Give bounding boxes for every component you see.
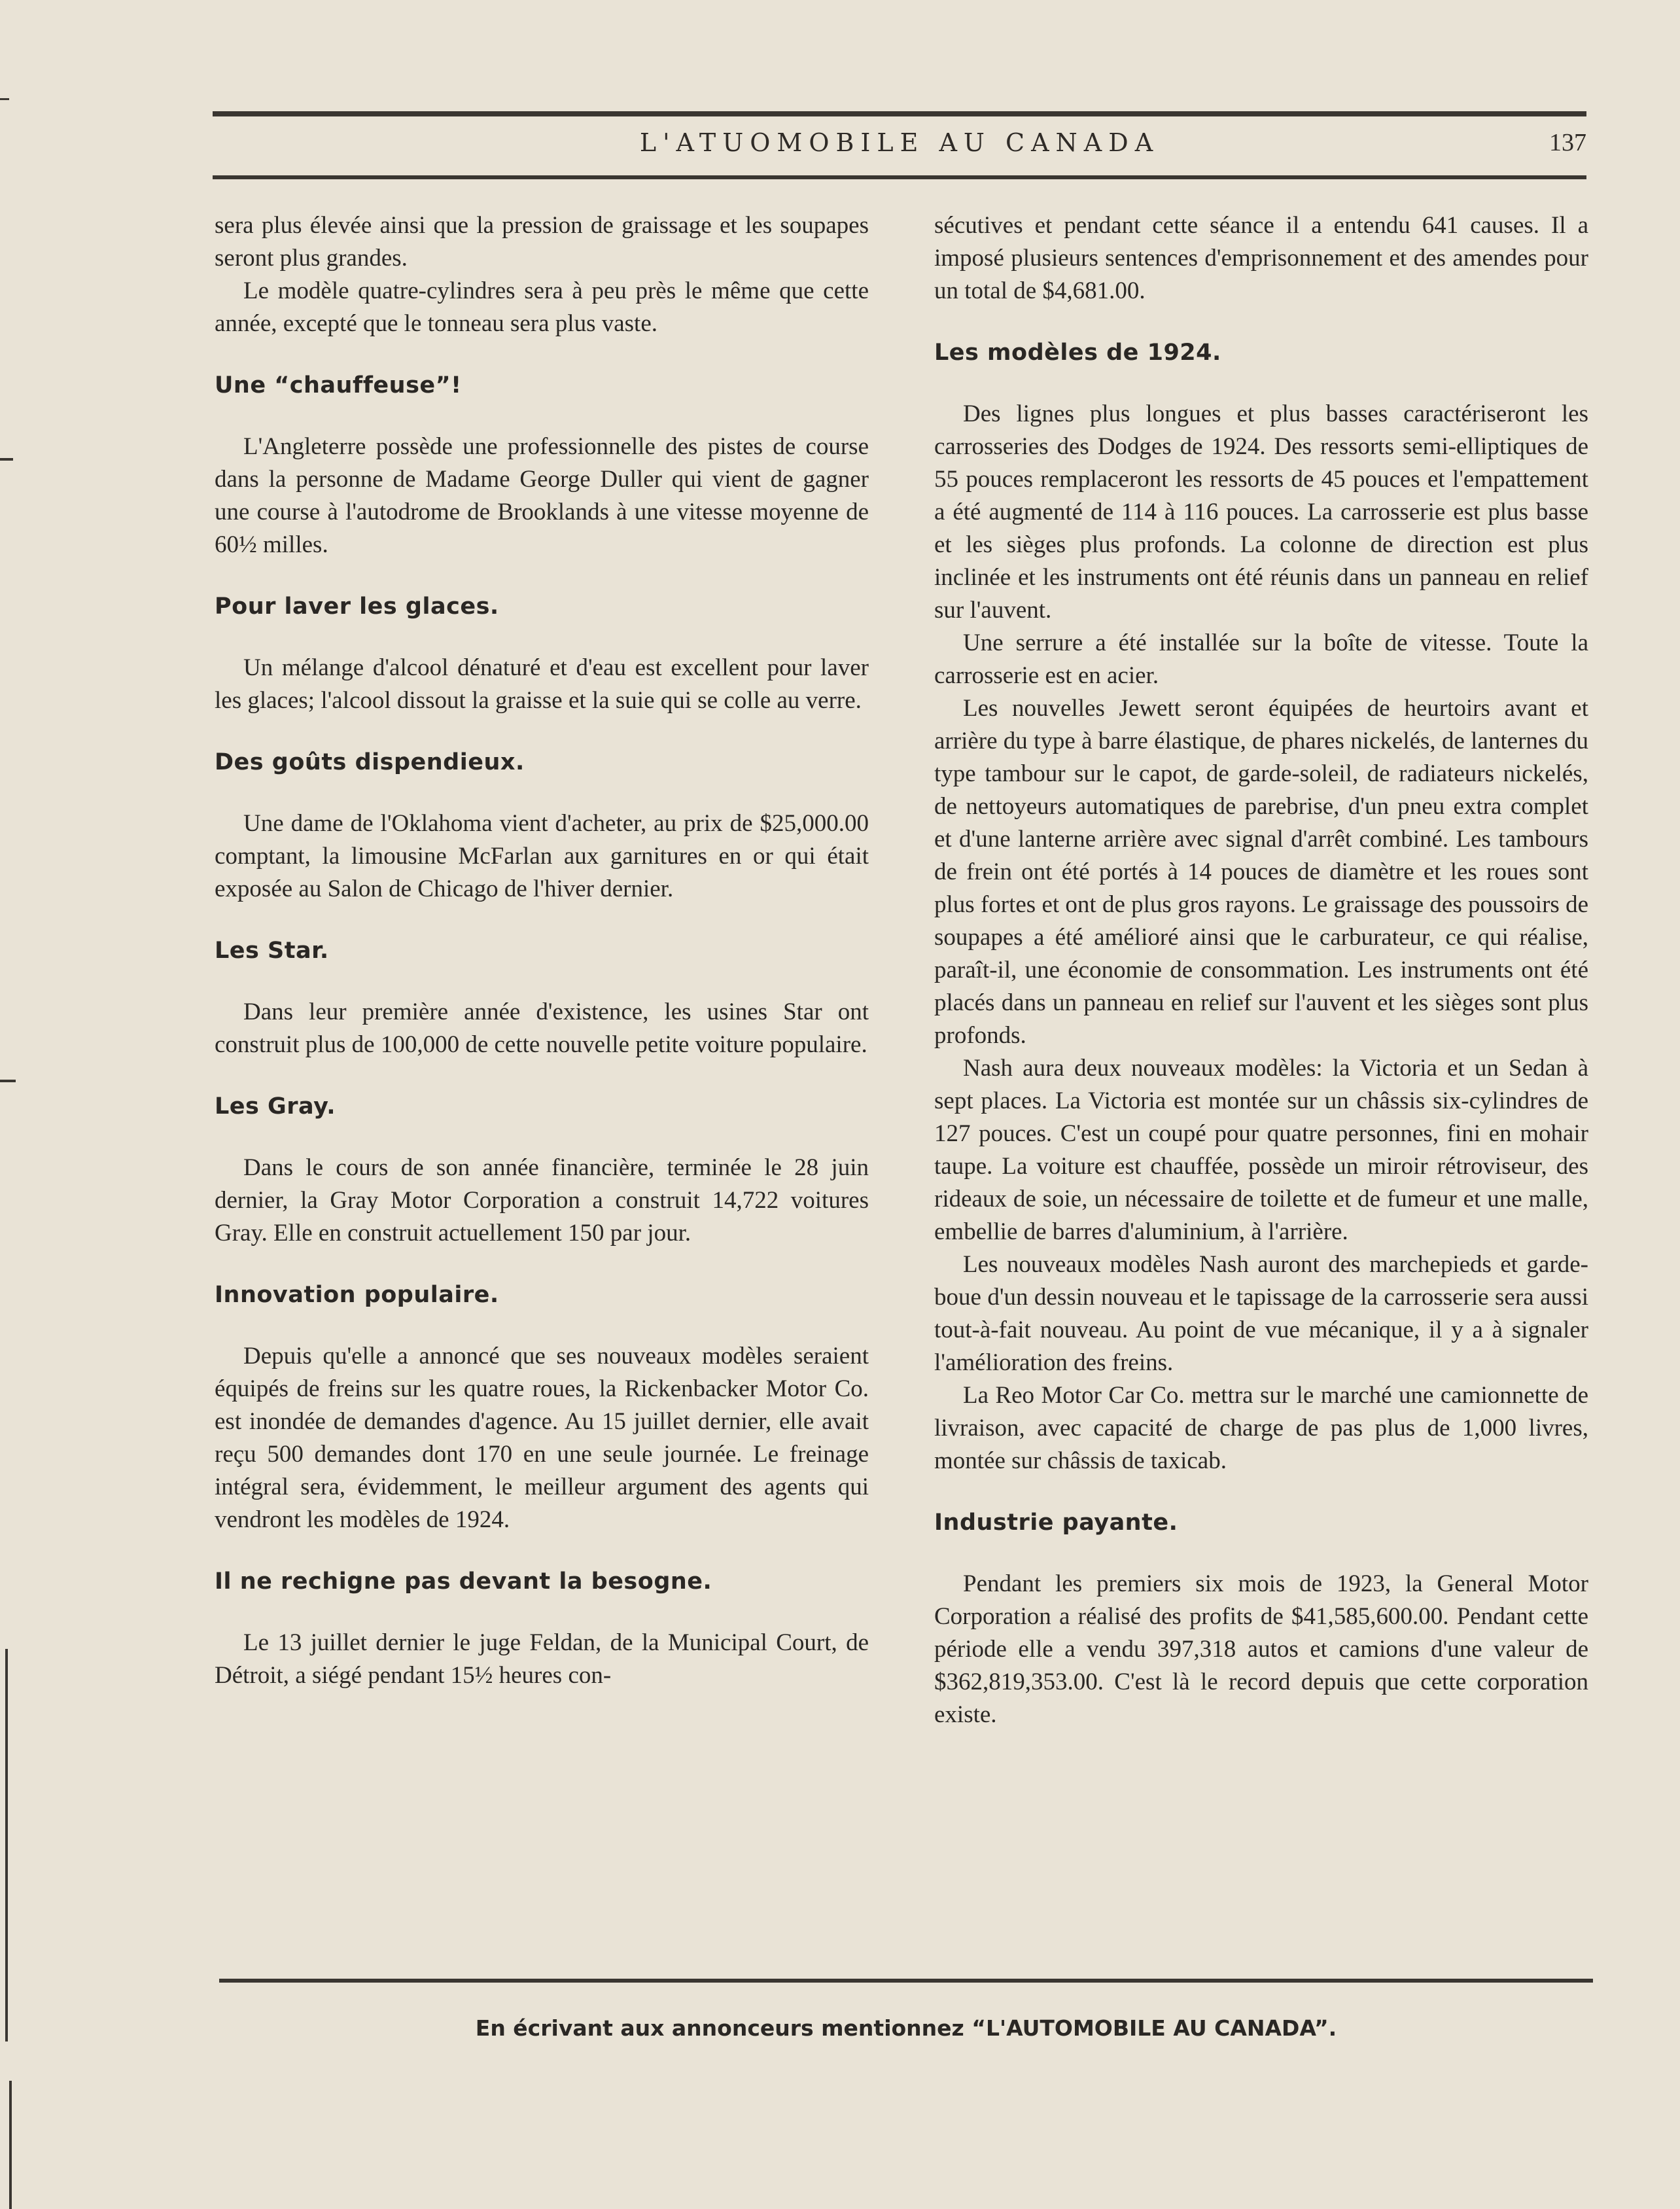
paragraph: Le modèle quatre-cylindres sera à peu près le même que cette année, excepté que le tonneau sera plus vaste. — [215, 277, 869, 337]
paragraph: Une serrure a été installée sur la boîte de vitesse. Toute la carrosserie est en acier. — [934, 629, 1588, 689]
paragraph: Les nouvelles Jewett seront équipées de heurtoirs avant et arrière du type à barre élastique, de phares nickelés, de lanternes du type tambour sur le capot, de garde-soleil, de radiateurs nickelés, de nettoyeurs automatiques de parebrise, d'un pneu extra complet et d'une lanterne arrière avec signal d'arrêt combiné. Les tambours de frein ont été portés à 14 pouces de diamètre et les roues sont plus fortes et ont de plus gros rayons. Le graissage des poussoirs de soupapes a été amélioré ainsi que le carburateur, ce qui réalise, paraît-il, une économie de consommation. Les instruments ont été placés dans un panneau en relief sur l'auvent et les sièges sont plus profonds. — [934, 695, 1588, 1049]
paragraph: Un mélange d'alcool dénaturé et d'eau est excellent pour laver les glaces; l'alcool dissout la graisse et la suie qui se colle au verre. — [215, 654, 869, 714]
paragraph: Des lignes plus longues et plus basses caractériseront les carrosseries des Dodges de 1924. Des ressorts semi-elliptiques de 55 pouces remplaceront les ressorts de 45 pouces et l'empattement a été augmenté de 114 à 116 pouces. La carrosserie est plus basse et les sièges plus profonds. La colonne de direction est plus inclinée et les instruments ont été réunis dans un panneau en relief sur l'auvent. — [934, 400, 1588, 624]
left-column — [215, 209, 869, 1692]
binding-edge-mark — [0, 458, 13, 461]
binding-edge-mark — [5, 1649, 8, 2041]
section-heading: Les Star. — [215, 938, 329, 964]
paragraph: Depuis qu'elle a annoncé que ses nouveaux modèles seraient équipés de freins sur les quatre roues, la Rickenbacker Motor Co. est inondée de demandes d'agence. Au 15 juillet dernier, elle avait reçu 500 demandes dont 170 en une seule journée. Le freinage intégral sera, évidemment, le meilleur argument des agents qui vendront les modèles de 1924. — [215, 1343, 869, 1533]
paragraph: Dans leur première année d'existence, les usines Star ont construit plus de 100,000 de cette nouvelle petite voiture populaire. — [215, 998, 869, 1058]
header-rule-bottom — [213, 175, 1586, 179]
paragraph: Nash aura deux nouveaux modèles: la Victoria et un Sedan à sept places. La Victoria est montée sur un châssis six-cylindres de 127 pouces. C'est un coupé pour quatre personnes, fini en mohair taupe. La voiture est chauffée, possède un miroir rétroviseur, des rideaux de soie, un nécessaire de toilette et de fumeur et une malle, embellie de barres d'aluminium, à l'arrière. — [934, 1055, 1588, 1245]
header-rule-top — [213, 111, 1586, 116]
binding-edge-mark — [0, 1080, 16, 1082]
running-title: L'ATUOMOBILE AU CANADA — [639, 128, 1160, 157]
paragraph: sécutives et pendant cette séance il a entendu 641 causes. Il a imposé plusieurs sentences d'emprisonnement et des amendes pour un total de $4,681.00. — [934, 212, 1588, 304]
right-column — [934, 209, 1588, 1731]
binding-edge-mark — [9, 2081, 12, 2209]
section-heading: Pour laver les glaces. — [215, 593, 499, 620]
footer-notice: En écrivant aux annonceurs mentionnez “L'AUTOMOBILE AU CANADA”. — [475, 2015, 1337, 2041]
section-heading: Innovation populaire. — [215, 1282, 499, 1308]
binding-edge-mark — [0, 98, 9, 100]
paragraph: Pendant les premiers six mois de 1923, la General Motor Corporation a réalisé des profits de $41,585,600.00. Pendant cette période elle a vendu 397,318 autos et camions d'une valeur de $362,819,353.00. C'est là le record depuis que cette corporation existe. — [934, 1570, 1588, 1728]
paragraph: Le 13 juillet dernier le juge Feldan, de la Municipal Court, de Détroit, a siégé pendant 15½ heures con- — [215, 1629, 869, 1689]
paragraph: sera plus élevée ainsi que la pression de graissage et les soupapes seront plus grandes. — [215, 212, 869, 272]
running-head — [213, 128, 1586, 168]
paragraph: Les nouveaux modèles Nash auront des marchepieds et garde-boue d'un dessin nouveau et le tapissage de la carrosserie sera aussi tout-à-fait nouveau. Au point de vue mécanique, il y a à signaler l'amélioration des freins. — [934, 1251, 1588, 1376]
footer-rule — [219, 1979, 1593, 1983]
paragraph: Une dame de l'Oklahoma vient d'acheter, au prix de $25,000.00 comptant, la limousine McFarlan aux garnitures en or qui était exposée au Salon de Chicago de l'hiver dernier. — [215, 810, 869, 902]
paragraph: L'Angleterre possède une professionnelle des pistes de course dans la personne de Madame George Duller qui vient de gagner une course à l'autodrome de Brooklands à une vitesse moyenne de 60½ milles. — [215, 433, 869, 558]
paragraph: Dans le cours de son année financière, terminée le 28 juin dernier, la Gray Motor Corporation a construit 14,722 voitures Gray. Elle en construit actuellement 150 par jour. — [215, 1154, 869, 1246]
paragraph: La Reo Motor Car Co. mettra sur le marché une camionnette de livraison, avec capacité de charge de pas plus de 1,000 livres, montée sur châssis de taxicab. — [934, 1382, 1588, 1474]
section-heading: Les Gray. — [215, 1093, 336, 1120]
section-heading: Des goûts dispendieux. — [215, 749, 525, 775]
section-heading: Une “chauffeuse”! — [215, 372, 462, 398]
section-heading: Il ne rechigne pas devant la besogne. — [215, 1568, 712, 1595]
section-heading: Industrie payante. — [934, 1510, 1178, 1536]
page-number: 137 — [1549, 129, 1586, 156]
section-heading: Les modèles de 1924. — [934, 340, 1221, 366]
